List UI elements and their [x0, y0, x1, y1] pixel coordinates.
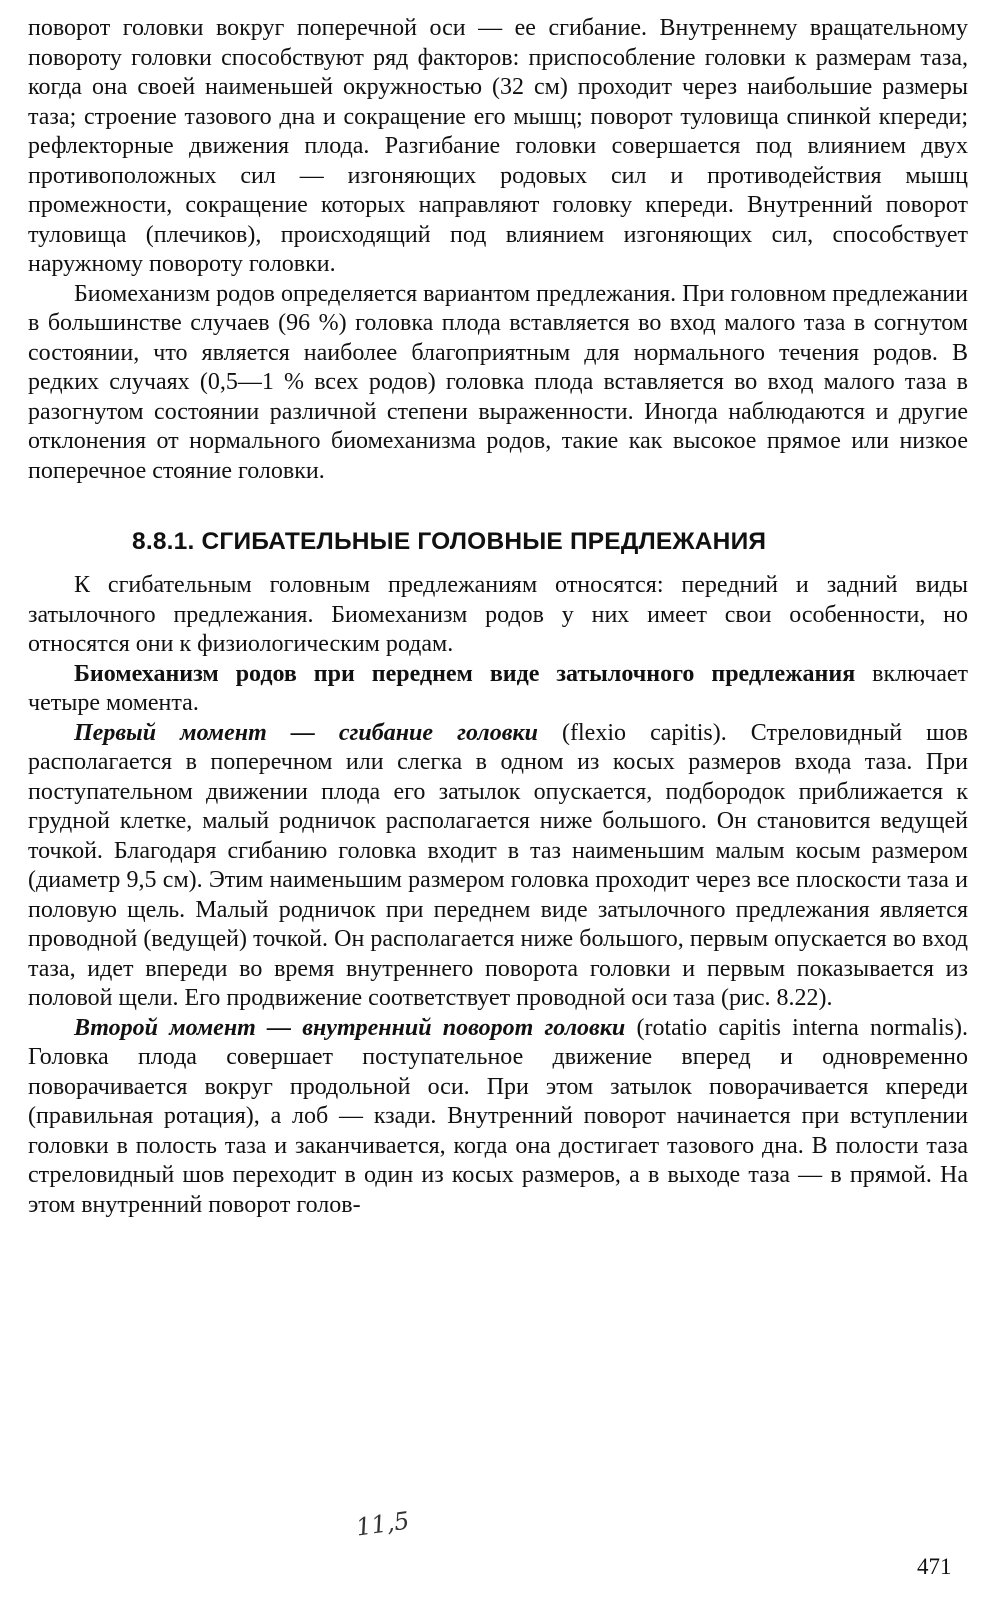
paragraph-flexion-intro: К сгибательным головным предлежаниям относятся: передний и задний виды затылочного предлежания. Биомеханизм родов у них имеет свои особенности, но относятся они к физиологическим родам. — [28, 572, 968, 657]
biomechanism-lead: Биомеханизм родов при переднем виде затылочного предлежания — [74, 660, 856, 687]
second-moment-rest: (rotatio capitis interna normalis). Головка плода совершает поступательное движение вперед и одновременно поворачивается вокруг продольной оси. При этом затылок поворачивается кпереди (правильная ротация), а лоб — кзади. Внутренний поворот начинается при вступлении головки в полость таза и заканчивается, когда она достигает тазового дна. В полости таза стреловидный шов переходит в один из косых размеров, а в выходе таза — в прямой. На этом внутренний поворот голов- — [28, 1014, 969, 1218]
first-moment-rest: (flexio capitis). Стреловидный шов располагается в поперечном или слегка в одном из косых размеров входа таза. При поступательном движении плода его затылок опускается, подбородок приближается к грудной клетке, малый родничок располагается ниже большого. Он становится ведущей точкой. Благодаря сгибанию головка входит в таз наименьшим малым косым размером (диаметр 9,5 см). Этим наименьшим размером головка проходит через все плоскости таза и половую щель. Малый родничок при переднем виде затылочного предлежания является проводной (ведущей) точкой. Он располагается ниже большого, первым опускается во вход таза, идет впереди во время внутреннего поворота головки и первым показывается из половой щели. Его продвижение соответствует проводной оси таза (рис. 8.22). — [28, 719, 968, 1011]
first-moment-lead: Первый момент — сгибание головки — [74, 719, 538, 746]
paragraph-rotation-factors: поворот головки вокруг поперечной оси — ее сгибание. Внутреннему вращательному повороту головки способствуют ряд факторов: приспособление головки к размерам таза, когда она своей наименьшей окружностью (32 см) проходит через наибольшие размеры таза; строение тазового дна и сокращение его мышц; поворот туловища спинкой кпереди; рефлекторные движения плода. Разгибание головки совершается под влиянием двух противоположных сил — изгоняющих родовых сил и противодействия мышц промежности, сокращение которых направляют головку кпереди. Внутренний поворот туловища (плечиков), происходящий под влиянием изгоняющих сил, способствует наружному повороту головки. — [28, 15, 968, 277]
biomechanism-rest: включает четыре момента. — [28, 660, 968, 716]
document-page — [28, 14, 968, 1220]
paragraph-biomechanism-variant: Биомеханизм родов определяется вариантом предлежания. При головном предлежании в большинстве случаев (96 %) головка плода вставляется во вход малого таза в согнутом состоянии, что является наиболее благоприятным для нормального течения родов. В редких случаях (0,5—1 % всех родов) головка плода вставляется во вход малого таза в разогнутом состоянии различной степени выраженности. Иногда наблюдаются и другие отклонения от нормального биомеханизма родов, такие как высокое прямое или низкое поперечное стояние головки. — [28, 280, 968, 484]
paragraph-first-moment — [28, 719, 968, 1014]
paragraph-second-moment — [28, 1014, 968, 1221]
handwritten-note: 11,5 — [354, 1506, 412, 1542]
section-heading: 8.8.1. СГИБАТЕЛЬНЫЕ ГОЛОВНЫЕ ПРЕДЛЕЖАНИЯ — [132, 528, 767, 555]
paragraph-biomechanism-anterior — [28, 660, 968, 719]
page-number: 471 — [917, 1554, 952, 1579]
second-moment-lead: Второй момент — внутренний поворот головки — [74, 1014, 626, 1041]
